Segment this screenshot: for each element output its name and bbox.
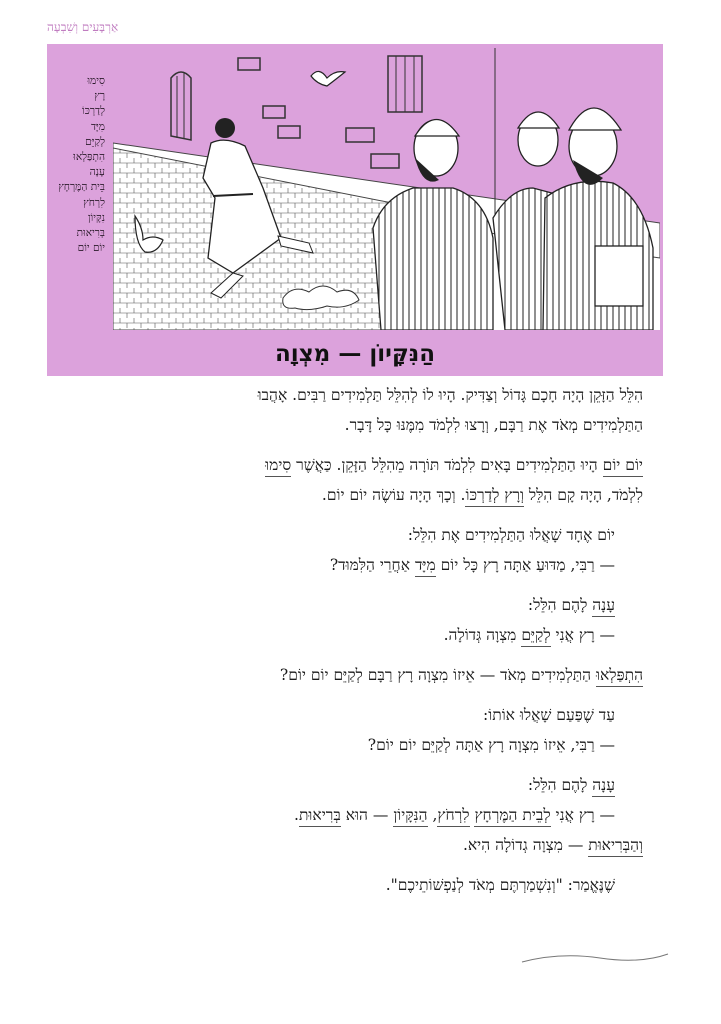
text-run: לִלְמֹד, הָיָה קָם הִלֵּל	[523, 486, 643, 504]
vocab-item: לְקַיֵּם	[85, 135, 105, 148]
vocab-item: מִיָּד	[90, 120, 105, 133]
vocab-word: לְבֵית הַמֶּרְחָץ	[474, 806, 550, 827]
vocab-word: סִימוּ	[265, 456, 291, 477]
vocab-word: בְּרִיאוּת	[299, 806, 341, 827]
paragraph-line: יוֹם אֶחָד שָׁאֲלוּ הַתַּלְמִידִים אֶת הִלֵּל:	[407, 526, 615, 544]
text-run: ,	[427, 806, 438, 824]
text-run: .	[294, 806, 299, 824]
vocab-item: רָץ	[94, 90, 105, 103]
student-figure	[373, 188, 493, 330]
book	[595, 246, 643, 306]
text-run: מִצְוָה גְּדוֹלָה.	[443, 626, 522, 644]
vocab-item: יוֹם יוֹם	[77, 242, 105, 255]
vocab-item: הִתְפַּלְאוּ	[73, 151, 105, 164]
vocab-word: הַנִּקָּיוֹן	[393, 806, 427, 827]
vocab-word: לִרְחֹץ	[437, 806, 469, 827]
paragraph-line	[80, 830, 643, 860]
vocab-item: עָנָה	[89, 166, 105, 179]
vocab-item: בֵּית הַמֶּרְחָץ	[58, 181, 105, 194]
story-text	[80, 380, 643, 900]
story-illustration	[113, 48, 660, 330]
text-run: . וְכָךְ הָיָה עוֹשֶׂה יוֹם יוֹם.	[321, 486, 466, 504]
page-number: אַרְבָּעִים וְשִׁבְעָה	[47, 20, 119, 34]
dialogue-line	[80, 620, 643, 650]
dialogue-line	[80, 550, 643, 580]
text-run: — רָץ אֲנִי	[550, 626, 615, 644]
dialogue-line: — רַבִּי, אֵיזוֹ מִצְוָה רָץ אַתָּה לְקַיֵּם יוֹם יוֹם?	[367, 736, 615, 754]
text-run: — רָץ אֲנִי	[550, 806, 615, 824]
paragraph-line	[80, 590, 643, 620]
vocabulary-list	[49, 74, 105, 256]
text-run: לָהֶם הִלֵּל:	[527, 776, 593, 794]
vocab-word: הִתְפַּלְאוּ	[596, 666, 643, 687]
dialogue-line	[80, 800, 643, 830]
paragraph-line	[80, 660, 643, 690]
vocab-word: עָנָה	[592, 776, 615, 797]
lesson-title: הַנִּקָּיוֹן — מִצְוָה	[274, 341, 436, 367]
paragraph-line: הִלֵּל הַזָּקֵן הָיָה חָכָם גָּדוֹל וְצַדִּיק. הָיוּ לוֹ לְהִלֵּל תַּלְמִידִים רַבִּים. אָהֲבוּ	[257, 386, 643, 404]
vocab-word: עָנָה	[592, 596, 615, 617]
paragraph-line	[80, 450, 643, 480]
text-run: אַחֲרֵי הַלִּמּוּד?	[329, 556, 415, 574]
vocab-word: וְרָץ לְדַרְכּוֹ	[465, 486, 523, 507]
paragraph-line	[80, 770, 643, 800]
hillel-figure	[215, 118, 235, 138]
paragraph-line	[80, 480, 643, 510]
vocab-word: מִיָּד	[415, 556, 436, 577]
paragraph-line: עַד שֶׁפַּעַם שָׁאֲלוּ אוֹתוֹ:	[483, 706, 615, 724]
vocab-item: נִקָּיוֹן	[87, 211, 105, 224]
text-run: — הוּא	[340, 806, 394, 824]
text-run: — רַבִּי, מַדּוּעַ אַתָּה רָץ כָּל יוֹם	[435, 556, 615, 574]
text-run: לָהֶם הִלֵּל:	[527, 596, 593, 614]
text-run: — מִצְוָה גְדוֹלָה הִיא.	[462, 836, 589, 854]
pen-scribble	[520, 940, 670, 970]
vocab-word: יוֹם יוֹם	[603, 456, 643, 477]
vocab-word: וְהַבְּרִיאוּת	[588, 836, 643, 857]
vocab-item: בְּרִיאוּת	[76, 227, 105, 240]
vocab-word: לְקַיֵּם	[521, 626, 550, 647]
vocab-item: לִרְחֹץ	[83, 196, 105, 209]
quote-line: שֶׁנֶּאֱמַר: "וְנִשְׁמַרְתֶּם מְאֹד לְנַפְשׁוֹתֵיכֶם".	[385, 876, 615, 894]
text-run: הַתַּלְמִידִים מְאֹד — אֵיזוֹ מִצְוָה רָץ רַבָּם לְקַיֵּם יוֹם יוֹם?	[279, 666, 596, 684]
vocab-item: סִימוּ	[87, 75, 105, 87]
paragraph-line: הַתַּלְמִידִים מְאֹד אֶת רַבָּם, וְרָצוּ לִלְמֹד מִמֶּנּוּ כָּל דָּבָר.	[344, 416, 643, 434]
vocab-item: לְדַרְכּוֹ	[82, 105, 105, 118]
text-run: הָיוּ הַתַּלְמִידִים בָּאִים לִלְמֹד תּוֹרָה מֵהִלֵּל הַזָּקֵן. כַּאֲשֶׁר	[291, 456, 603, 474]
